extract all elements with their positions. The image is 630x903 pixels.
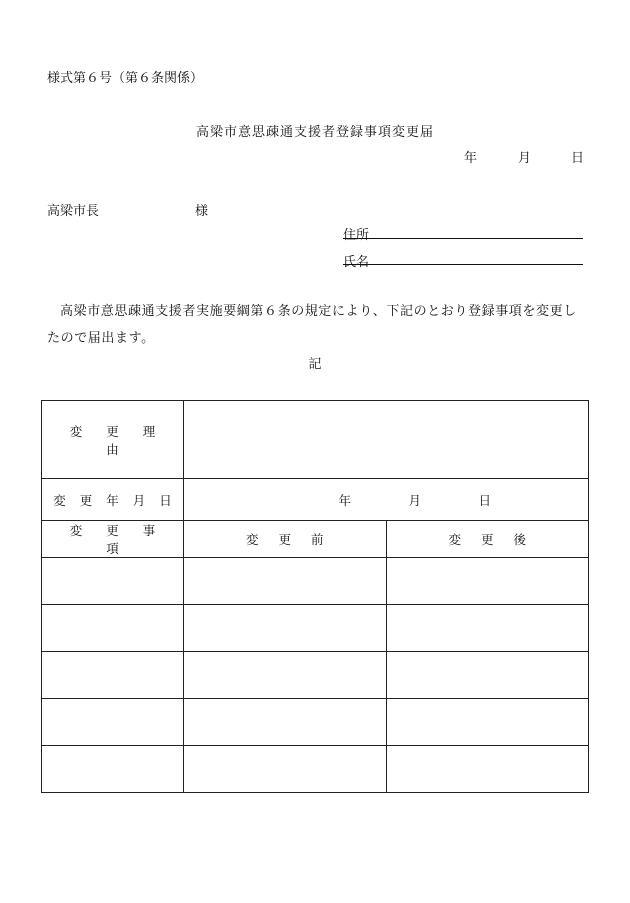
name-label: 氏名 [343, 255, 370, 270]
after-cell[interactable] [386, 605, 589, 652]
table-row [42, 605, 589, 652]
before-cell[interactable] [184, 699, 387, 746]
change-table [41, 400, 589, 793]
change-date-field[interactable] [184, 479, 589, 521]
change-date-label: 変 更 年 月 日 [42, 479, 184, 521]
change-date-year: 年 [338, 492, 351, 508]
after-cell[interactable] [386, 699, 589, 746]
date-day-label: 日 [571, 151, 585, 166]
column-header-row [42, 521, 589, 558]
change-date-row [42, 479, 589, 521]
change-date-month: 月 [408, 492, 421, 508]
reason-label: 変 更 理 由 [42, 401, 184, 479]
col-header-before: 変 更 前 [184, 521, 387, 558]
before-cell[interactable] [184, 652, 387, 699]
item-cell[interactable] [42, 746, 184, 793]
section-mark: 記 [308, 357, 322, 372]
table-row [42, 558, 589, 605]
reason-field[interactable] [184, 401, 589, 479]
after-cell[interactable] [386, 652, 589, 699]
item-cell[interactable] [42, 699, 184, 746]
before-cell[interactable] [184, 558, 387, 605]
col-header-after: 変 更 後 [386, 521, 589, 558]
before-cell[interactable] [184, 605, 387, 652]
table-row [42, 652, 589, 699]
addressee-name: 高梁市長 [47, 204, 100, 219]
date-year-label: 年 [464, 151, 478, 166]
item-cell[interactable] [42, 605, 184, 652]
date-month-label: 月 [518, 151, 532, 166]
table-row [42, 746, 589, 793]
reason-row [42, 401, 589, 479]
body-paragraph: 高梁市意思疎通支援者実施要綱第６条の規定により、下記のとおり登録事項を変更したので届出ます。 [47, 304, 577, 346]
before-cell[interactable] [184, 746, 387, 793]
change-date-day: 日 [478, 492, 491, 508]
after-cell[interactable] [386, 746, 589, 793]
col-header-item: 変 更 事 項 [42, 521, 184, 558]
item-cell[interactable] [42, 558, 184, 605]
form-number: 様式第６号（第６条関係） [47, 71, 204, 86]
after-cell[interactable] [386, 558, 589, 605]
item-cell[interactable] [42, 652, 184, 699]
name-underline[interactable] [343, 264, 583, 265]
addressee-honorific: 様 [195, 204, 209, 219]
table-row [42, 699, 589, 746]
address-label: 住所 [343, 228, 370, 243]
address-underline[interactable] [343, 238, 583, 239]
document-title: 高梁市意思疎通支援者登録事項変更届 [195, 125, 434, 140]
